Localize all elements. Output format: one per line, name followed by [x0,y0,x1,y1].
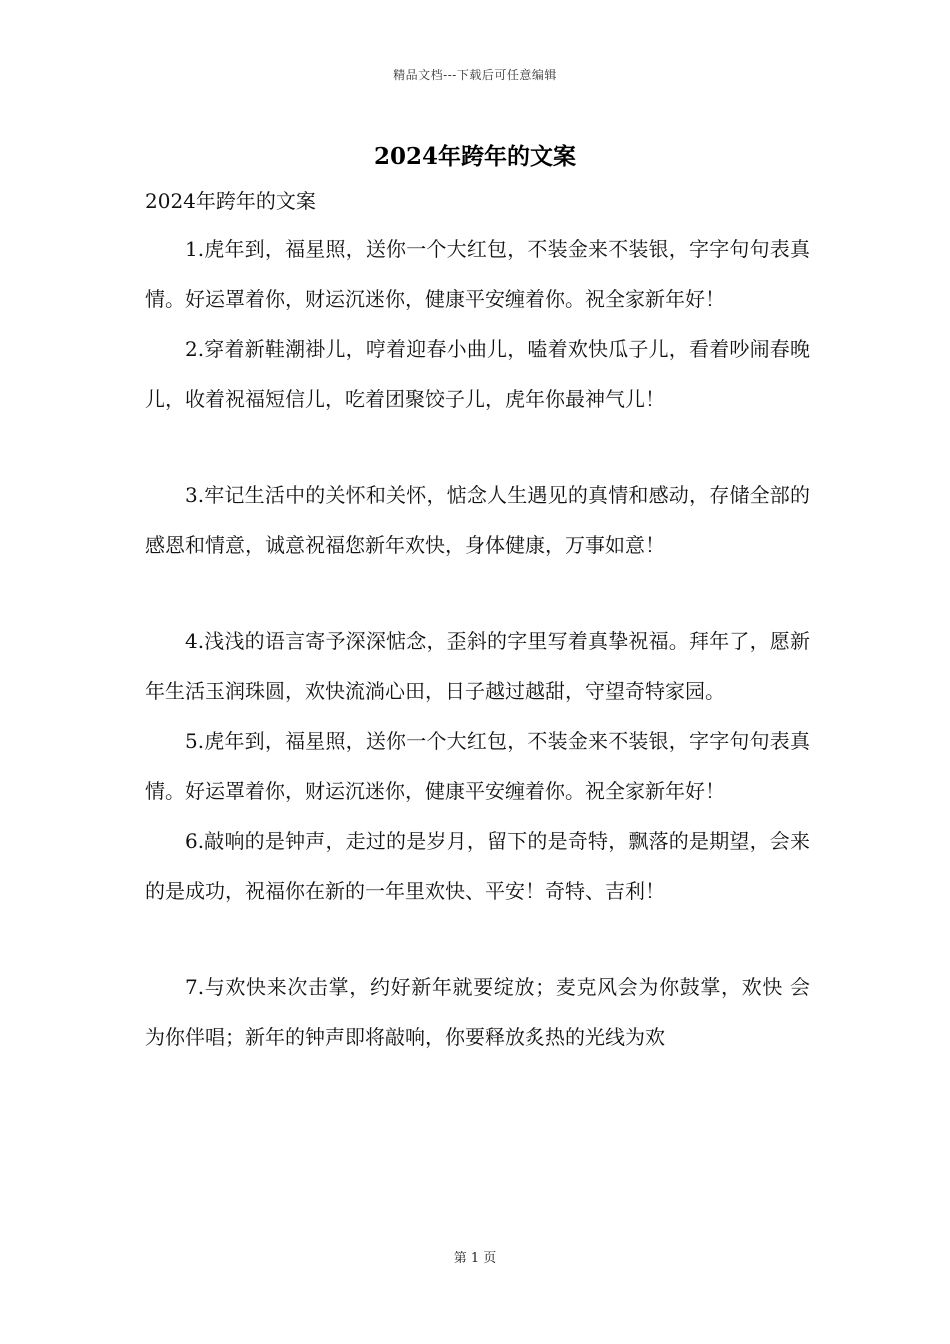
document-subtitle: 2024年跨年的文案 [145,189,316,213]
document-body [145,182,810,1062]
document-title: 2024年跨年的文案 [373,143,576,170]
paragraph-2: 2.穿着新鞋潮褂儿，哼着迎春小曲儿，嗑着欢快瓜子儿，看着吵闹春晚儿，收着祝福短信儿，吃着团聚饺子儿，虎年你最神气儿！ [145,337,810,411]
page-number: 第 1 页 [453,1251,497,1266]
paragraph-7: 7.与欢快来次击掌，约好新年就要绽放；麦克风会为你鼓掌，欢快 会为你伴唱；新年的钟声即将敲响，你要释放炙热的光线为欢 [145,975,810,1049]
paragraph-5: 5.虎年到，福星照，送你一个大红包，不装金来不装银，字字句句表真情。好运罩着你，财运沉迷你，健康平安缠着你。祝全家新年好！ [145,729,810,803]
header-note: 精品文档---下载后可任意编辑 [393,68,557,82]
paragraph-6: 6.敲响的是钟声，走过的是岁月，留下的是奇特，飘落的是期望，会来的是成功，祝福你在新的一年里欢快、平安！奇特、吉利！ [145,829,810,903]
paragraph-3: 3.牢记生活中的关怀和关怀，惦念人生遇见的真情和感动，存储全部的感恩和情意，诚意祝福您新年欢快，身体健康，万事如意！ [145,483,810,557]
paragraph-1: 1.虎年到，福星照，送你一个大红包，不装金来不装银，字字句句表真情。好运罩着你，财运沉迷你，健康平安缠着你。祝全家新年好！ [145,237,810,311]
paragraph-4: 4.浅浅的语言寄予深深惦念，歪斜的字里写着真挚祝福。拜年了，愿新年生活玉润珠圆，欢快流淌心田，日子越过越甜，守望奇特家园。 [145,629,810,703]
